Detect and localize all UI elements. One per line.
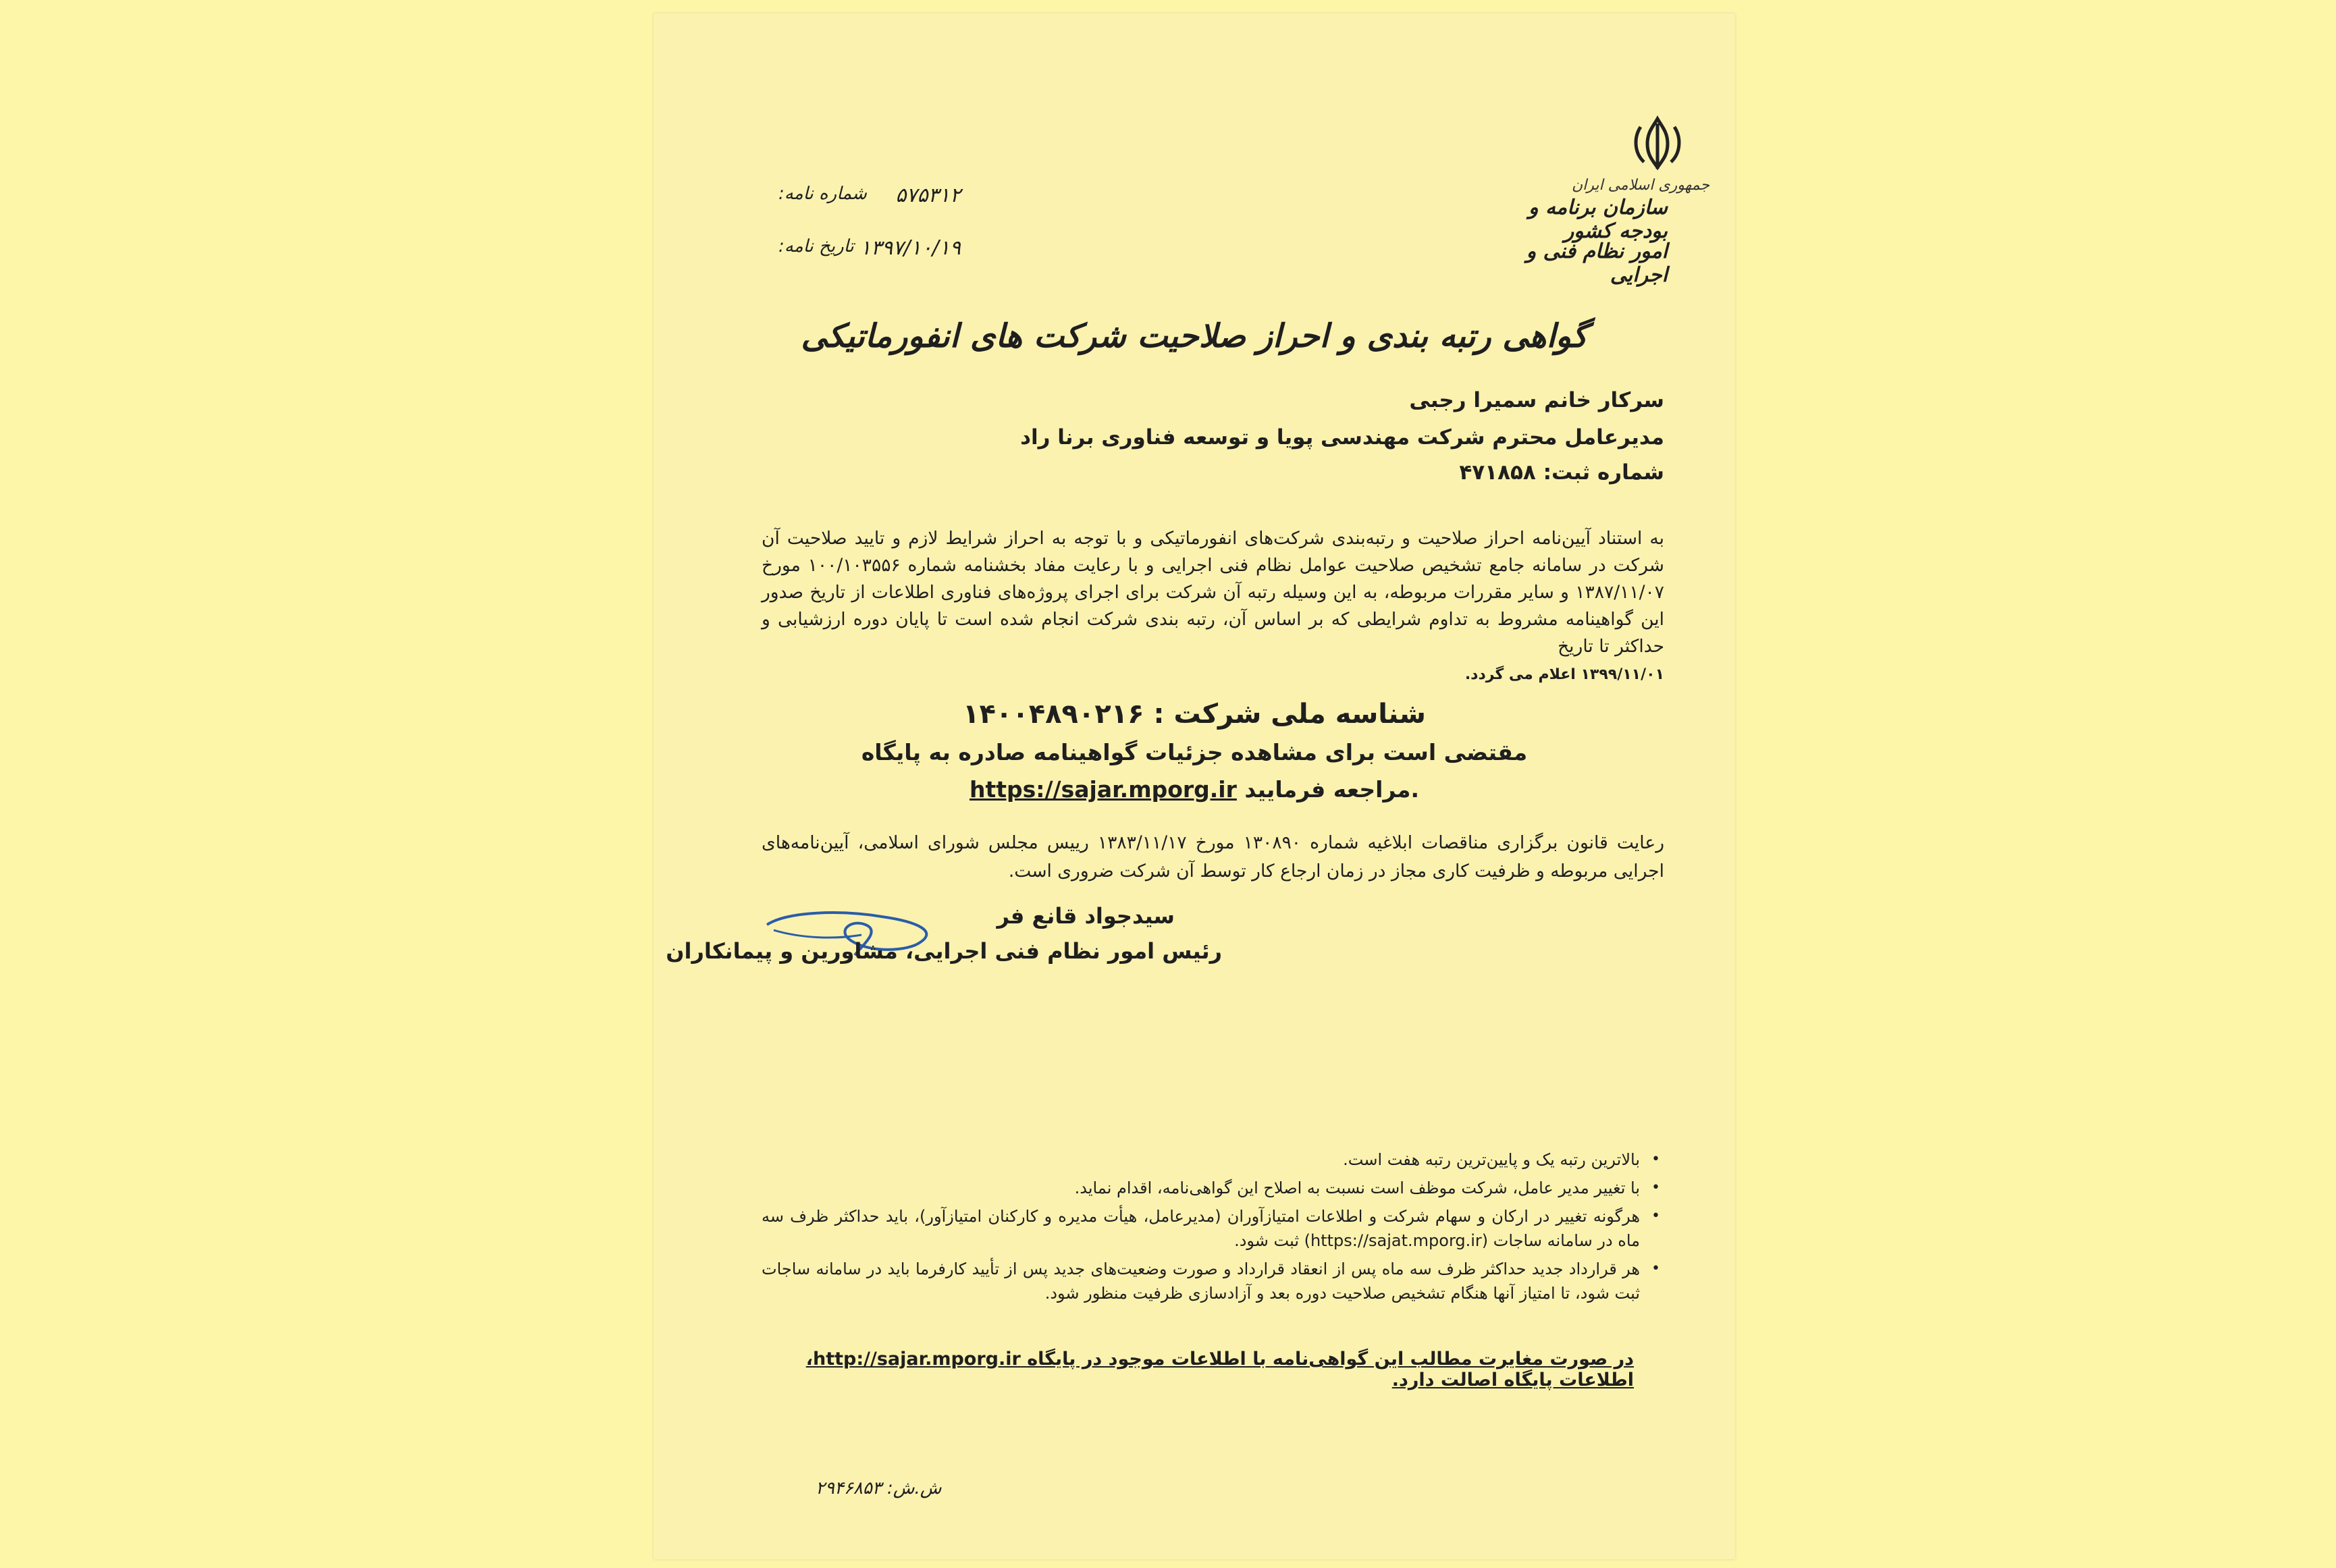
recipient-position: مدیرعامل محترم شرکت مهندسی پویا و توسعه فناوری برنا راد — [1020, 425, 1664, 450]
details-url-row — [654, 776, 1735, 803]
org-name: سازمان برنامه و بودجه کشور — [1529, 196, 1668, 243]
list-item: • هر قرارداد جدید حداکثر ظرف سه ماه پس از انعقاد قرارداد و صورت وضعیت‌های جدید پس از تأیید کارفرما باید در سامانه ساجات ثبت شود، تا امتیاز آنها هنگام تشخیص صلاحیت دوره بعد و آزادسازی ظرفیت منظور شود. — [762, 1260, 1660, 1303]
national-id: ۱۴۰۰۴۸۹۰۲۱۶ — [963, 699, 1144, 730]
details-suffix: مراجعه فرمایید. — [1244, 776, 1420, 803]
org-dept: امور نظام فنی و اجرایی — [1526, 240, 1668, 287]
iran-emblem-icon — [1627, 113, 1688, 174]
body-text: به استناد آیین‌نامه احراز صلاحیت و رتبه‌بندی شرکت‌های انفورماتیکی و با توجه به احراز شرایط لازم و تایید صلاحیت آن شرکت در سامانه جامع تشخیص صلاحیت عوامل نظام فنی اجرایی و با رعایت مفاد بخشنامه شماره ۱۰۰/۱۰۳۵۵۶ مورخ ۱۳۸۷/۱۱/۰۷ و سایر مقررات مربوطه، به این وسیله رتبه آن شرکت برای اجرای پروژه‌های فناوری اطلاعات از تاریخ صدور این گواهینامه مشروط به تداوم شرایطی که بر اساس آن، رتبه بندی شرکت انجام شده است تا پایان دوره ارزشیابی و حداکثر تا تاریخ — [762, 528, 1664, 657]
list-item: • بالاترین رتبه یک و پایین‌ترین رتبه هفت است. — [1343, 1150, 1660, 1169]
letter-number-label: شماره نامه: — [778, 184, 867, 204]
sajar-link[interactable]: https://sajar.mporg.ir — [969, 776, 1237, 803]
document-title: گواهی رتبه بندی و احراز صلاحیت شرکت های انفورماتیکی — [801, 317, 1588, 355]
notes-list — [762, 1147, 1664, 1309]
signatory-name: سیدجواد قانع فر — [997, 903, 1175, 929]
footer-code: ش.ش: ۲۹۴۶۸۵۳ — [816, 1478, 942, 1498]
list-item: • با تغییر مدیر عامل، شرکت موظف است نسبت به اصلاح این گواهی‌نامه، اقدام نماید. — [1074, 1179, 1660, 1197]
letter-date-row — [778, 236, 961, 260]
registration-label: شماره ثبت: — [1543, 460, 1664, 485]
final-note: در صورت مغایرت مطالب این گواهی‌نامه با اطلاعات موجود در پایگاه http://sajar.mporg.ir، اطلاعات پایگاه اصالت دارد. — [805, 1349, 1634, 1390]
national-id-label: شناسه ملی شرکت : — [1153, 699, 1426, 730]
letter-date: ۱۳۹۷/۱۰/۱۹ — [859, 236, 961, 260]
certificate-document — [654, 13, 1735, 1559]
signatory-title: رئیس امور نظام فنی اجرایی، مشاورین و پیمانکاران — [666, 938, 1222, 964]
registration-number: ۴۷۱۸۵۸ — [1459, 460, 1536, 485]
law-paragraph: رعایت قانون برگزاری مناقصات ابلاغیه شماره ۱۳۰۸۹۰ مورخ ۱۳۸۳/۱۱/۱۷ رییس مجلس شورای اسلامی، آیین‌نامه‌های اجرایی مربوطه و ظرفیت کاری مجاز در زمان ارجاع کار توسط آن شرکت ضروری است. — [762, 832, 1664, 882]
org-small-label: جمهوری اسلامی ایران — [1571, 177, 1710, 194]
registration-row — [1459, 460, 1664, 485]
list-item: • هرگونه تغییر در ارکان و سهام شرکت و اطلاعات امتیازآوران (مدیرعامل، هیأت مدیره و کارکنان امتیازآور)، باید حداکثر ظرف سه ماه در سامانه ساجات (https://sajat.mporg.ir) ثبت شود. — [762, 1207, 1660, 1250]
body-paragraph — [762, 525, 1664, 688]
body-end: ۱۳۹۹/۱۱/۰۱ اعلام می گردد. — [1464, 666, 1664, 683]
recipient-name: سرکار خانم سمیرا رجبی — [1409, 388, 1664, 412]
national-id-row — [654, 699, 1735, 730]
letter-number-row — [778, 184, 961, 207]
letter-date-label: تاریخ نامه: — [778, 236, 854, 256]
letter-number: ۵۷۵۳۱۲ — [895, 184, 961, 207]
details-line: مقتضی است برای مشاهده جزئیات گواهینامه صادره به پایگاه — [861, 739, 1528, 765]
